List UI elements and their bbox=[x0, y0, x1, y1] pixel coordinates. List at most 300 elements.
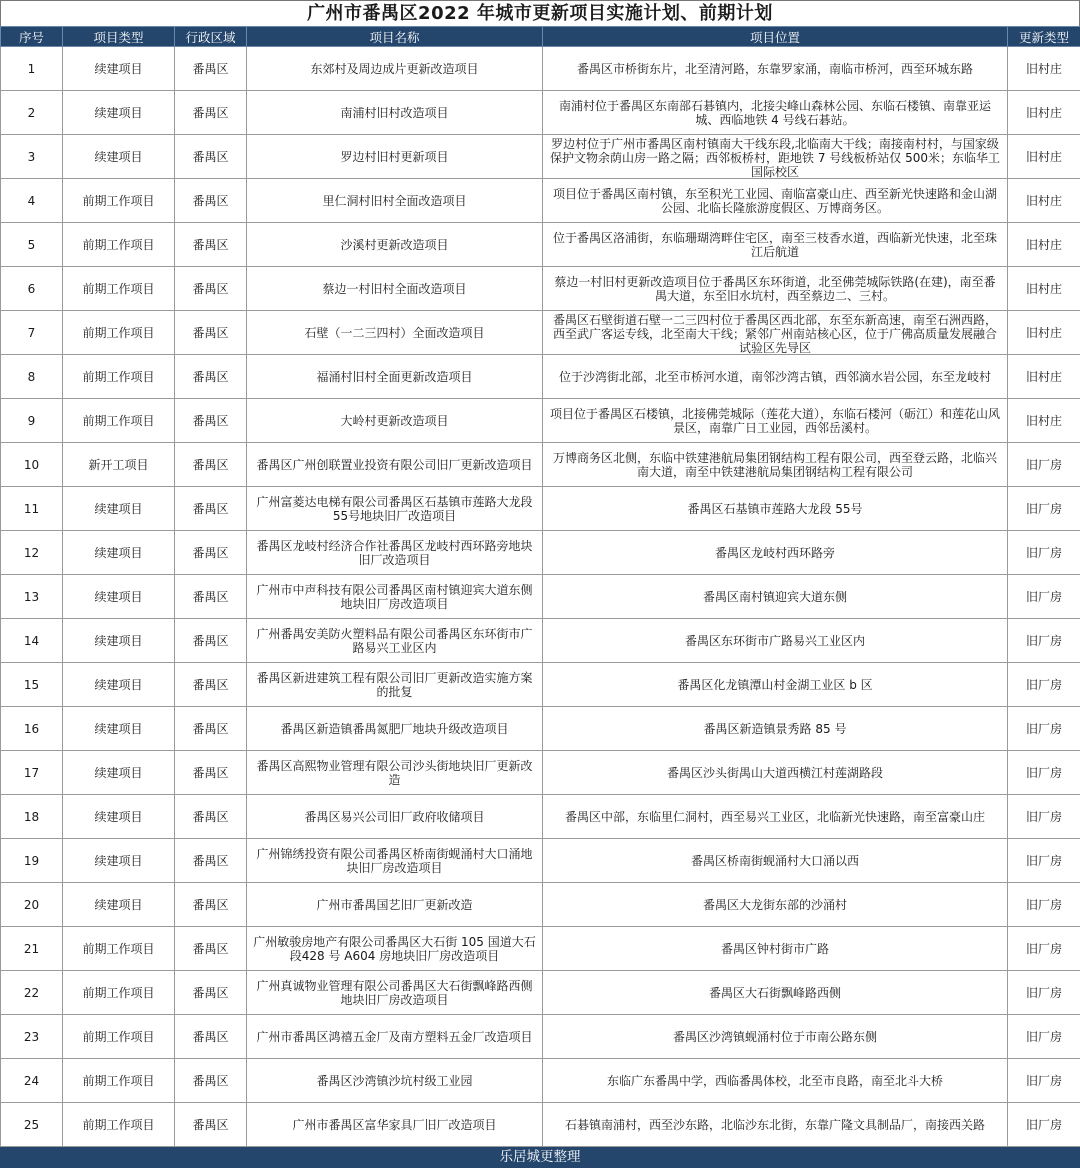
cell-project-name bbox=[247, 47, 543, 91]
cell-renewal-type bbox=[1008, 795, 1080, 839]
cell-district-text: 番禺区 bbox=[178, 633, 243, 649]
table-row bbox=[1, 135, 1080, 179]
table-row bbox=[1, 487, 1080, 531]
cell-renewal-type bbox=[1008, 751, 1080, 795]
cell-district bbox=[175, 487, 247, 531]
cell-project-type-text: 前期工作项目 bbox=[66, 281, 171, 297]
cell-district bbox=[175, 135, 247, 179]
cell-district bbox=[175, 1103, 247, 1147]
cell-project-name bbox=[247, 839, 543, 883]
cell-index bbox=[1, 267, 63, 311]
cell-index bbox=[1, 91, 63, 135]
table-row bbox=[1, 179, 1080, 223]
cell-renewal-type bbox=[1008, 443, 1080, 487]
cell-renewal-type-text: 旧厂房 bbox=[1011, 1073, 1077, 1089]
cell-project-type-text: 前期工作项目 bbox=[66, 1029, 171, 1045]
cell-project-name bbox=[247, 883, 543, 927]
cell-project-location bbox=[543, 1015, 1008, 1059]
cell-project-location-text: 番禺区钟村街市广路 bbox=[546, 941, 1004, 957]
cell-index-text: 18 bbox=[4, 809, 59, 825]
cell-project-location-text: 蔡边一村旧村更新改造项目位于番禺区东环街道，北至佛莞城际铁路(在建)，南至番禺大道，东至旧水坑村，西至蔡边二、三村。 bbox=[546, 274, 1004, 304]
cell-project-type bbox=[63, 707, 175, 751]
cell-district-text: 番禺区 bbox=[178, 149, 243, 165]
cell-index bbox=[1, 311, 63, 355]
cell-project-location bbox=[543, 927, 1008, 971]
cell-project-name bbox=[247, 795, 543, 839]
cell-project-name bbox=[247, 1103, 543, 1147]
cell-renewal-type-text: 旧村庄 bbox=[1011, 413, 1077, 429]
cell-project-name bbox=[247, 267, 543, 311]
cell-project-name bbox=[247, 311, 543, 355]
cell-project-name bbox=[247, 179, 543, 223]
cell-district-text: 番禺区 bbox=[178, 589, 243, 605]
cell-project-location bbox=[543, 135, 1008, 179]
cell-index bbox=[1, 487, 63, 531]
table-row bbox=[1, 575, 1080, 619]
cell-project-type-text: 前期工作项目 bbox=[66, 237, 171, 253]
cell-renewal-type-text: 旧厂房 bbox=[1011, 1029, 1077, 1045]
cell-project-type-text: 续建项目 bbox=[66, 633, 171, 649]
cell-project-type-text: 前期工作项目 bbox=[66, 985, 171, 1001]
table-row bbox=[1, 531, 1080, 575]
cell-district-text: 番禺区 bbox=[178, 765, 243, 781]
cell-district bbox=[175, 795, 247, 839]
cell-district-text: 番禺区 bbox=[178, 369, 243, 385]
cell-project-name bbox=[247, 971, 543, 1015]
cell-project-location-text: 石碁镇南浦村，西至沙东路，北临沙东北街，东靠广隆文具制品厂，南接西关路 bbox=[546, 1117, 1004, 1133]
cell-project-type bbox=[63, 575, 175, 619]
cell-project-location-text: 番禺区龙岐村西环路旁 bbox=[546, 545, 1004, 561]
cell-index-text: 6 bbox=[4, 281, 59, 297]
cell-index bbox=[1, 971, 63, 1015]
table-row bbox=[1, 707, 1080, 751]
cell-district bbox=[175, 47, 247, 91]
cell-project-name-text: 广州市番禺区鸿禧五金厂及南方塑料五金厂改造项目 bbox=[250, 1029, 539, 1045]
cell-project-name-text: 广州富菱达电梯有限公司番禺区石基镇市莲路大龙段55号地块旧厂改造项目 bbox=[250, 494, 539, 524]
cell-project-location bbox=[543, 883, 1008, 927]
cell-project-location-text: 南浦村位于番禺区东南部石碁镇内，北接尖峰山森林公园、东临石楼镇、南靠亚运城、西临地铁 4 号线石碁站。 bbox=[546, 98, 1004, 128]
cell-project-name-text: 福涌村旧村全面更新改造项目 bbox=[250, 369, 539, 385]
cell-project-location bbox=[543, 971, 1008, 1015]
cell-project-location bbox=[543, 707, 1008, 751]
cell-renewal-type bbox=[1008, 135, 1080, 179]
cell-renewal-type bbox=[1008, 1103, 1080, 1147]
cell-project-name-text: 里仁洞村旧村全面改造项目 bbox=[250, 193, 539, 209]
cell-project-location-text: 项目位于番禺区石楼镇，北接佛莞城际（莲花大道），东临石楼河（砺江）和莲花山风景区，南靠广日工业园，西邻岳溪村。 bbox=[546, 406, 1004, 436]
cell-project-location bbox=[543, 663, 1008, 707]
cell-project-type bbox=[63, 91, 175, 135]
cell-district-text: 番禺区 bbox=[178, 677, 243, 693]
cell-district bbox=[175, 619, 247, 663]
cell-project-location bbox=[543, 267, 1008, 311]
cell-district-text: 番禺区 bbox=[178, 1073, 243, 1089]
table-row bbox=[1, 619, 1080, 663]
table-row bbox=[1, 443, 1080, 487]
cell-renewal-type-text: 旧厂房 bbox=[1011, 1117, 1077, 1133]
cell-project-name-text: 广州敏骏房地产有限公司番禺区大石街 105 国道大石段428 号 A604 房地块旧厂房改造项目 bbox=[250, 934, 539, 964]
cell-district bbox=[175, 443, 247, 487]
cell-project-location bbox=[543, 1059, 1008, 1103]
cell-district bbox=[175, 223, 247, 267]
cell-project-type bbox=[63, 883, 175, 927]
table-row bbox=[1, 47, 1080, 91]
cell-index-text: 8 bbox=[4, 369, 59, 385]
cell-project-location-text: 番禺区新造镇景秀路 85 号 bbox=[546, 721, 1004, 737]
cell-project-name-text: 番禺区新进建筑工程有限公司旧厂更新改造实施方案的批复 bbox=[250, 670, 539, 700]
cell-project-name-text: 番禺区龙岐村经济合作社番禺区龙岐村西环路旁地块旧厂改造项目 bbox=[250, 538, 539, 568]
cell-renewal-type-text: 旧村庄 bbox=[1011, 281, 1077, 297]
cell-renewal-type-text: 旧村庄 bbox=[1011, 105, 1077, 121]
table-row bbox=[1, 663, 1080, 707]
cell-project-location-text: 番禺区沙湾镇蚬涌村位于市南公路东侧 bbox=[546, 1029, 1004, 1045]
cell-project-name-text: 番禺区广州创联置业投资有限公司旧厂更新改造项目 bbox=[250, 457, 539, 473]
cell-index-text: 21 bbox=[4, 941, 59, 957]
cell-district-text: 番禺区 bbox=[178, 1117, 243, 1133]
cell-index bbox=[1, 663, 63, 707]
cell-project-location-text: 番禺区石基镇市莲路大龙段 55号 bbox=[546, 501, 1004, 517]
cell-renewal-type bbox=[1008, 531, 1080, 575]
table-row bbox=[1, 751, 1080, 795]
cell-index-text: 17 bbox=[4, 765, 59, 781]
table-row bbox=[1, 355, 1080, 399]
cell-district-text: 番禺区 bbox=[178, 193, 243, 209]
table-body bbox=[1, 47, 1080, 1147]
cell-district-text: 番禺区 bbox=[178, 941, 243, 957]
cell-project-location bbox=[543, 223, 1008, 267]
cell-renewal-type-text: 旧厂房 bbox=[1011, 897, 1077, 913]
cell-renewal-type bbox=[1008, 663, 1080, 707]
cell-index-text: 4 bbox=[4, 193, 59, 209]
cell-index-text: 12 bbox=[4, 545, 59, 561]
cell-index-text: 1 bbox=[4, 61, 59, 77]
cell-renewal-type-text: 旧厂房 bbox=[1011, 985, 1077, 1001]
table-header-row bbox=[1, 27, 1080, 47]
cell-project-name-text: 蔡边一村旧村全面改造项目 bbox=[250, 281, 539, 297]
project-table bbox=[0, 26, 1080, 1147]
cell-project-type bbox=[63, 399, 175, 443]
cell-project-name bbox=[247, 355, 543, 399]
page-title: 广州市番禺区2022 年城市更新项目实施计划、前期计划 bbox=[0, 0, 1080, 26]
cell-project-location-text: 番禺区市桥街东片，北至清河路，东靠罗家涌，南临市桥河，西至环城东路 bbox=[546, 61, 1004, 77]
cell-renewal-type bbox=[1008, 267, 1080, 311]
cell-renewal-type bbox=[1008, 575, 1080, 619]
cell-project-type bbox=[63, 751, 175, 795]
cell-project-type bbox=[63, 355, 175, 399]
cell-renewal-type-text: 旧厂房 bbox=[1011, 633, 1077, 649]
cell-project-location bbox=[543, 1103, 1008, 1147]
cell-project-location-text: 番禺区沙头街禺山大道西横江村莲湖路段 bbox=[546, 765, 1004, 781]
cell-renewal-type bbox=[1008, 927, 1080, 971]
cell-district-text: 番禺区 bbox=[178, 281, 243, 297]
cell-district-text: 番禺区 bbox=[178, 105, 243, 121]
cell-project-type bbox=[63, 487, 175, 531]
cell-renewal-type bbox=[1008, 487, 1080, 531]
cell-project-type bbox=[63, 223, 175, 267]
cell-project-type bbox=[63, 267, 175, 311]
cell-project-location bbox=[543, 795, 1008, 839]
cell-project-name bbox=[247, 443, 543, 487]
cell-project-location bbox=[543, 179, 1008, 223]
cell-renewal-type bbox=[1008, 883, 1080, 927]
cell-project-location-text: 番禺区东环街市广路易兴工业区内 bbox=[546, 633, 1004, 649]
cell-project-type bbox=[63, 1015, 175, 1059]
cell-project-type-text: 续建项目 bbox=[66, 897, 171, 913]
cell-district bbox=[175, 531, 247, 575]
table-row bbox=[1, 267, 1080, 311]
cell-project-type bbox=[63, 47, 175, 91]
cell-district bbox=[175, 267, 247, 311]
cell-renewal-type bbox=[1008, 1015, 1080, 1059]
cell-project-name-text: 广州锦绣投资有限公司番禺区桥南街蚬涌村大口涌地块旧厂房改造项目 bbox=[250, 846, 539, 876]
cell-project-name-text: 番禺区沙湾镇沙坑村级工业园 bbox=[250, 1073, 539, 1089]
table-row bbox=[1, 91, 1080, 135]
cell-project-type-text: 续建项目 bbox=[66, 853, 171, 869]
cell-project-location bbox=[543, 311, 1008, 355]
cell-district bbox=[175, 311, 247, 355]
cell-project-name-text: 广州市番禺国艺旧厂更新改造 bbox=[250, 897, 539, 913]
cell-project-type bbox=[63, 971, 175, 1015]
cell-project-location-text: 番禺区桥南街蚬涌村大口涌以西 bbox=[546, 853, 1004, 869]
cell-project-type-text: 续建项目 bbox=[66, 61, 171, 77]
cell-project-name-text: 广州市番禺区富华家具厂旧厂改造项目 bbox=[250, 1117, 539, 1133]
cell-project-location bbox=[543, 751, 1008, 795]
header-project-location: 项目位置 bbox=[543, 27, 1008, 47]
cell-district bbox=[175, 1015, 247, 1059]
cell-project-type bbox=[63, 135, 175, 179]
cell-district bbox=[175, 971, 247, 1015]
cell-renewal-type-text: 旧厂房 bbox=[1011, 721, 1077, 737]
cell-renewal-type-text: 旧厂房 bbox=[1011, 545, 1077, 561]
cell-renewal-type bbox=[1008, 47, 1080, 91]
cell-project-location-text: 番禺区南村镇迎宾大道东侧 bbox=[546, 589, 1004, 605]
cell-project-name-text: 广州番禺安美防火塑料品有限公司番禺区东环街市广路易兴工业区内 bbox=[250, 626, 539, 656]
cell-renewal-type-text: 旧村庄 bbox=[1011, 325, 1077, 341]
cell-project-type bbox=[63, 1059, 175, 1103]
cell-project-location bbox=[543, 619, 1008, 663]
cell-project-type bbox=[63, 839, 175, 883]
cell-project-type-text: 前期工作项目 bbox=[66, 1117, 171, 1133]
cell-project-type-text: 前期工作项目 bbox=[66, 413, 171, 429]
cell-project-name-text: 广州真诚物业管理有限公司番禺区大石街飘峰路西侧地块旧厂房改造项目 bbox=[250, 978, 539, 1008]
header-renewal-type: 更新类型 bbox=[1008, 27, 1080, 47]
cell-index bbox=[1, 1103, 63, 1147]
cell-project-type bbox=[63, 311, 175, 355]
cell-project-name-text: 罗边村旧村更新项目 bbox=[250, 149, 539, 165]
cell-project-location-text: 番禺区化龙镇潭山村金湖工业区 b 区 bbox=[546, 677, 1004, 693]
cell-index bbox=[1, 531, 63, 575]
cell-project-type bbox=[63, 927, 175, 971]
cell-index bbox=[1, 1059, 63, 1103]
cell-project-name-text: 番禺区易兴公司旧厂政府收储项目 bbox=[250, 809, 539, 825]
cell-index bbox=[1, 399, 63, 443]
cell-index bbox=[1, 223, 63, 267]
cell-district-text: 番禺区 bbox=[178, 985, 243, 1001]
cell-project-location-text: 位于沙湾街北部，北至市桥河水道，南邻沙湾古镇，西邻滴水岩公园，东至龙岐村 bbox=[546, 369, 1004, 385]
cell-district-text: 番禺区 bbox=[178, 325, 243, 341]
cell-project-type-text: 前期工作项目 bbox=[66, 941, 171, 957]
cell-index bbox=[1, 355, 63, 399]
cell-index-text: 15 bbox=[4, 677, 59, 693]
cell-renewal-type bbox=[1008, 1059, 1080, 1103]
cell-renewal-type-text: 旧厂房 bbox=[1011, 765, 1077, 781]
cell-district-text: 番禺区 bbox=[178, 897, 243, 913]
table-row bbox=[1, 839, 1080, 883]
cell-index-text: 5 bbox=[4, 237, 59, 253]
cell-renewal-type bbox=[1008, 399, 1080, 443]
cell-district bbox=[175, 927, 247, 971]
cell-index-text: 16 bbox=[4, 721, 59, 737]
cell-project-location bbox=[543, 91, 1008, 135]
cell-district-text: 番禺区 bbox=[178, 237, 243, 253]
cell-index-text: 23 bbox=[4, 1029, 59, 1045]
cell-project-name bbox=[247, 1059, 543, 1103]
cell-project-name bbox=[247, 223, 543, 267]
cell-project-type bbox=[63, 663, 175, 707]
cell-index-text: 14 bbox=[4, 633, 59, 649]
cell-project-name-text: 番禺区新造镇番禺氮肥厂地块升级改造项目 bbox=[250, 721, 539, 737]
cell-index-text: 19 bbox=[4, 853, 59, 869]
cell-index bbox=[1, 751, 63, 795]
cell-index bbox=[1, 707, 63, 751]
cell-project-name bbox=[247, 135, 543, 179]
cell-project-location bbox=[543, 531, 1008, 575]
header-project-name: 项目名称 bbox=[247, 27, 543, 47]
cell-project-name-text: 南浦村旧村改造项目 bbox=[250, 105, 539, 121]
cell-index-text: 10 bbox=[4, 457, 59, 473]
cell-project-type-text: 前期工作项目 bbox=[66, 1073, 171, 1089]
cell-project-location-text: 位于番禺区洛浦街，东临珊瑚湾畔住宅区，南至三枝香水道，西临新光快速，北至珠江后航道 bbox=[546, 230, 1004, 260]
table-row bbox=[1, 795, 1080, 839]
cell-project-name-text: 番禺区高熙物业管理有限公司沙头街地块旧厂更新改造 bbox=[250, 758, 539, 788]
cell-project-location-text: 东临广东番禺中学，西临番禺体校，北至市良路，南至北斗大桥 bbox=[546, 1073, 1004, 1089]
cell-district bbox=[175, 179, 247, 223]
header-index: 序号 bbox=[1, 27, 63, 47]
cell-project-name bbox=[247, 531, 543, 575]
cell-index-text: 20 bbox=[4, 897, 59, 913]
cell-project-name bbox=[247, 1015, 543, 1059]
cell-renewal-type bbox=[1008, 707, 1080, 751]
cell-index-text: 22 bbox=[4, 985, 59, 1001]
cell-district-text: 番禺区 bbox=[178, 545, 243, 561]
cell-district-text: 番禺区 bbox=[178, 721, 243, 737]
cell-project-type bbox=[63, 795, 175, 839]
cell-project-name-text: 石壁（一二三四村）全面改造项目 bbox=[250, 325, 539, 341]
cell-project-name-text: 东郊村及周边成片更新改造项目 bbox=[250, 61, 539, 77]
cell-index bbox=[1, 619, 63, 663]
cell-project-type-text: 续建项目 bbox=[66, 545, 171, 561]
cell-renewal-type-text: 旧厂房 bbox=[1011, 853, 1077, 869]
cell-renewal-type-text: 旧厂房 bbox=[1011, 589, 1077, 605]
cell-district bbox=[175, 663, 247, 707]
cell-project-type bbox=[63, 531, 175, 575]
cell-renewal-type-text: 旧厂房 bbox=[1011, 677, 1077, 693]
table-row bbox=[1, 1015, 1080, 1059]
cell-index bbox=[1, 135, 63, 179]
cell-index-text: 24 bbox=[4, 1073, 59, 1089]
cell-index-text: 25 bbox=[4, 1117, 59, 1133]
cell-index-text: 13 bbox=[4, 589, 59, 605]
cell-district bbox=[175, 1059, 247, 1103]
cell-renewal-type bbox=[1008, 839, 1080, 883]
cell-district bbox=[175, 355, 247, 399]
cell-project-location bbox=[543, 487, 1008, 531]
cell-district-text: 番禺区 bbox=[178, 1029, 243, 1045]
cell-project-location-text: 万博商务区北侧，东临中铁建港航局集团钢结构工程有限公司，西至登云路，北临兴南大道，南至中铁建港航局集团钢结构工程有限公司 bbox=[546, 450, 1004, 480]
cell-project-type-text: 前期工作项目 bbox=[66, 325, 171, 341]
cell-district bbox=[175, 751, 247, 795]
cell-renewal-type-text: 旧厂房 bbox=[1011, 941, 1077, 957]
cell-renewal-type bbox=[1008, 223, 1080, 267]
cell-renewal-type bbox=[1008, 311, 1080, 355]
cell-renewal-type bbox=[1008, 91, 1080, 135]
cell-index-text: 3 bbox=[4, 149, 59, 165]
cell-index bbox=[1, 1015, 63, 1059]
cell-project-name bbox=[247, 751, 543, 795]
cell-index-text: 9 bbox=[4, 413, 59, 429]
cell-renewal-type-text: 旧厂房 bbox=[1011, 457, 1077, 473]
cell-project-type bbox=[63, 443, 175, 487]
cell-project-name bbox=[247, 927, 543, 971]
cell-project-type-text: 续建项目 bbox=[66, 677, 171, 693]
cell-project-type-text: 前期工作项目 bbox=[66, 369, 171, 385]
cell-project-location-text: 罗边村位于广州市番禺区南村镇南大干线东段,北临南大干线；南接南村村，与国家级保护文物余荫山房一路之隔；西邻板桥村，距地铁 7 号线板桥站仅 500米；东临华工国际校区 bbox=[546, 136, 1004, 178]
cell-project-name-text: 大岭村更新改造项目 bbox=[250, 413, 539, 429]
header-project-type: 项目类型 bbox=[63, 27, 175, 47]
cell-project-location bbox=[543, 575, 1008, 619]
table-row bbox=[1, 223, 1080, 267]
cell-district-text: 番禺区 bbox=[178, 413, 243, 429]
cell-project-type-text: 新开工项目 bbox=[66, 457, 171, 473]
cell-index bbox=[1, 443, 63, 487]
table-row bbox=[1, 1103, 1080, 1147]
cell-district-text: 番禺区 bbox=[178, 457, 243, 473]
cell-district bbox=[175, 883, 247, 927]
cell-renewal-type-text: 旧村庄 bbox=[1011, 149, 1077, 165]
table-row bbox=[1, 1059, 1080, 1103]
cell-index bbox=[1, 839, 63, 883]
cell-project-name bbox=[247, 575, 543, 619]
header-district: 行政区域 bbox=[175, 27, 247, 47]
cell-project-name bbox=[247, 399, 543, 443]
table-row bbox=[1, 927, 1080, 971]
cell-renewal-type bbox=[1008, 355, 1080, 399]
cell-project-location-text: 番禺区中部，东临里仁洞村，西至易兴工业区，北临新光快速路，南至富豪山庄 bbox=[546, 809, 1004, 825]
cell-project-type-text: 续建项目 bbox=[66, 589, 171, 605]
cell-district-text: 番禺区 bbox=[178, 61, 243, 77]
cell-project-location bbox=[543, 47, 1008, 91]
cell-project-type-text: 续建项目 bbox=[66, 809, 171, 825]
cell-renewal-type bbox=[1008, 971, 1080, 1015]
cell-project-name bbox=[247, 619, 543, 663]
cell-renewal-type bbox=[1008, 179, 1080, 223]
cell-district bbox=[175, 839, 247, 883]
cell-project-location-text: 番禺区石壁街道石壁一二三四村位于番禺区西北部，东至东新高速，南至石洲西路，西至武广客运专线，北至南大干线；紧邻广州南站核心区，位于广佛高质量发展融合试验区先导区 bbox=[546, 312, 1004, 354]
cell-project-type-text: 续建项目 bbox=[66, 765, 171, 781]
cell-index bbox=[1, 883, 63, 927]
cell-project-type bbox=[63, 1103, 175, 1147]
cell-project-name bbox=[247, 663, 543, 707]
cell-renewal-type bbox=[1008, 619, 1080, 663]
cell-index bbox=[1, 795, 63, 839]
cell-project-location bbox=[543, 355, 1008, 399]
cell-project-location-text: 项目位于番禺区南村镇，东至积光工业园、南临富豪山庄、西至新光快速路和金山湖公园、北临长隆旅游度假区、万博商务区。 bbox=[546, 186, 1004, 216]
cell-project-type bbox=[63, 179, 175, 223]
cell-renewal-type-text: 旧村庄 bbox=[1011, 193, 1077, 209]
cell-index bbox=[1, 47, 63, 91]
cell-project-type bbox=[63, 619, 175, 663]
cell-index-text: 11 bbox=[4, 501, 59, 517]
cell-district-text: 番禺区 bbox=[178, 809, 243, 825]
